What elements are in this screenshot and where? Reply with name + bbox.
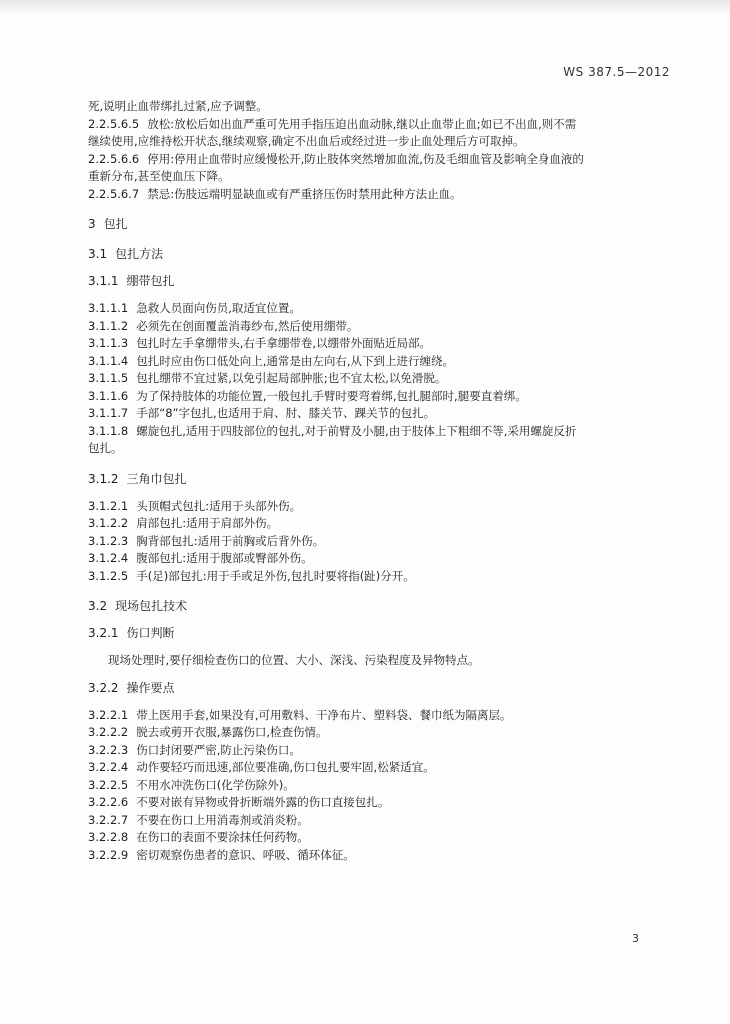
list-item: 3.2.2.2 脱去或剪开衣服,暴露伤口,检查伤情。 xyxy=(88,725,328,739)
list-item: 3.2.2.7 不要在伤口上用消毒剂或消炎粉。 xyxy=(88,812,309,827)
section-heading-3: 3 包扎 xyxy=(88,217,128,231)
section-heading-3-2-2: 3.2.2 操作要点 xyxy=(88,680,175,695)
list-item: 3.1.1.2 必须先在创面覆盖消毒纱布,然后使用绷带。 xyxy=(88,318,359,333)
list-item: 3.2.2.8 在伤口的表面不要涂抹任何药物。 xyxy=(88,830,309,844)
list-item: 3.1.2.4 腹部包扎:适用于腹部或臀部外伤。 xyxy=(88,551,313,565)
list-item: 3.1.1.3 包扎时左手拿绷带头,右手拿绷带卷,以绷带外面贴近局部。 xyxy=(88,336,432,350)
list-item: 3.2.2.9 密切观察伤患者的意识、呼吸、循环体征。 xyxy=(88,847,355,862)
list-3-2-2 xyxy=(88,707,663,865)
section-heading-3-2-1: 3.2.1 伤口判断 xyxy=(88,626,175,640)
list-item: 3.1.1.6 为了保持肢体的功能位置,一般包扎手臂时要弯着绑,包扎腿部时,腿要直着绑。 xyxy=(88,388,527,403)
section-heading-3-2: 3.2 现场包扎技术 xyxy=(88,599,188,613)
list-item: 2.2.5.6.7 禁忌:伤肢远端明显缺血或有严重挤压伤时禁用此种方法止血。 xyxy=(88,186,462,201)
list-item: 3.2.2.4 动作要轻巧而迅速,部位要准确,伤口包扎要牢固,松紧适宜。 xyxy=(88,760,435,774)
scan-edge xyxy=(0,0,730,14)
list-item: 3.1.2.3 胸背部包扎:适用于前胸或后背外伤。 xyxy=(88,533,325,548)
list-item: 3.1.1.8 螺旋包扎,适用于四肢部位的包扎,对于前臂及小腿,由于肢体上下粗细不等,采用螺旋反折 xyxy=(88,423,577,438)
section-heading-3-1-1: 3.1.1 绷带包扎 xyxy=(88,274,175,288)
paragraph-wound-assessment: 现场处理时,要仔细检查伤口的位置、大小、深浅、污染程度及异物特点。 xyxy=(108,653,480,667)
list-item: 3.1.2.2 肩部包扎:适用于肩部外伤。 xyxy=(88,516,279,530)
section-heading-3-1: 3.1 包扎方法 xyxy=(88,247,164,261)
list-2-2-5-6 xyxy=(88,116,663,204)
list-item: 3.1.2.1 头顶帽式包扎:适用于头部外伤。 xyxy=(88,498,302,513)
list-3-1-2 xyxy=(88,498,663,586)
list-item: 3.2.2.3 伤口封闭要严密,防止污染伤口。 xyxy=(88,742,301,757)
list-item: 3.1.1.1 急救人员面向伤员,取适宜位置。 xyxy=(88,301,301,315)
list-item: 2.2.5.6.6 停用:停用止血带时应缓慢松开,防止肢体突然增加血流,伤及毛细血管及影响全身血液的 xyxy=(88,151,584,166)
list-3-1-1 xyxy=(88,300,663,458)
section-heading-3-1-2: 3.1.2 三角巾包扎 xyxy=(88,471,187,486)
list-item-continuation: 包扎。 xyxy=(88,441,123,455)
list-item: 3.2.2.1 带上医用手套,如果没有,可用敷料、干净布片、塑料袋、餐巾纸为隔离层。 xyxy=(88,707,512,722)
list-item: 3.2.2.6 不要对嵌有异物或骨折断端外露的伤口直接包扎。 xyxy=(88,795,390,809)
document-body xyxy=(88,98,663,864)
list-item: 3.2.2.5 不用水冲洗伤口(化学伤除外)。 xyxy=(88,777,295,792)
list-item-continuation: 继续使用,应维持松开状态,继续观察,确定不出血后或经过进一步止血处理后方可取掉。 xyxy=(88,134,525,148)
list-item: 3.1.1.7 手部“8”字包扎,也适用于肩、肘、膝关节、踝关节的包扎。 xyxy=(88,406,436,420)
document-code: WS 387.5—2012 xyxy=(563,65,670,79)
list-item-continuation: 重新分布,甚至使血压下降。 xyxy=(88,169,230,183)
list-item: 3.1.1.5 包扎绷带不宜过紧,以免引起局部肿胀;也不宜太松,以免滑脱。 xyxy=(88,371,447,385)
list-item: 2.2.5.6.5 放松:放松后如出血严重可先用手指压迫出血动脉,继以止血带止血;如已不出血,则不需 xyxy=(88,116,577,131)
page-number: 3 xyxy=(632,932,639,945)
continuation-line: 死,说明止血带绑扎过紧,应予调整。 xyxy=(88,99,268,113)
list-item: 3.1.1.4 包扎时应由伤口低处向上,通常是由左向右,从下到上进行缠绕。 xyxy=(88,353,455,368)
list-item: 3.1.2.5 手(足)部包扎:用于手或足外伤,包扎时要将指(趾)分开。 xyxy=(88,568,415,583)
